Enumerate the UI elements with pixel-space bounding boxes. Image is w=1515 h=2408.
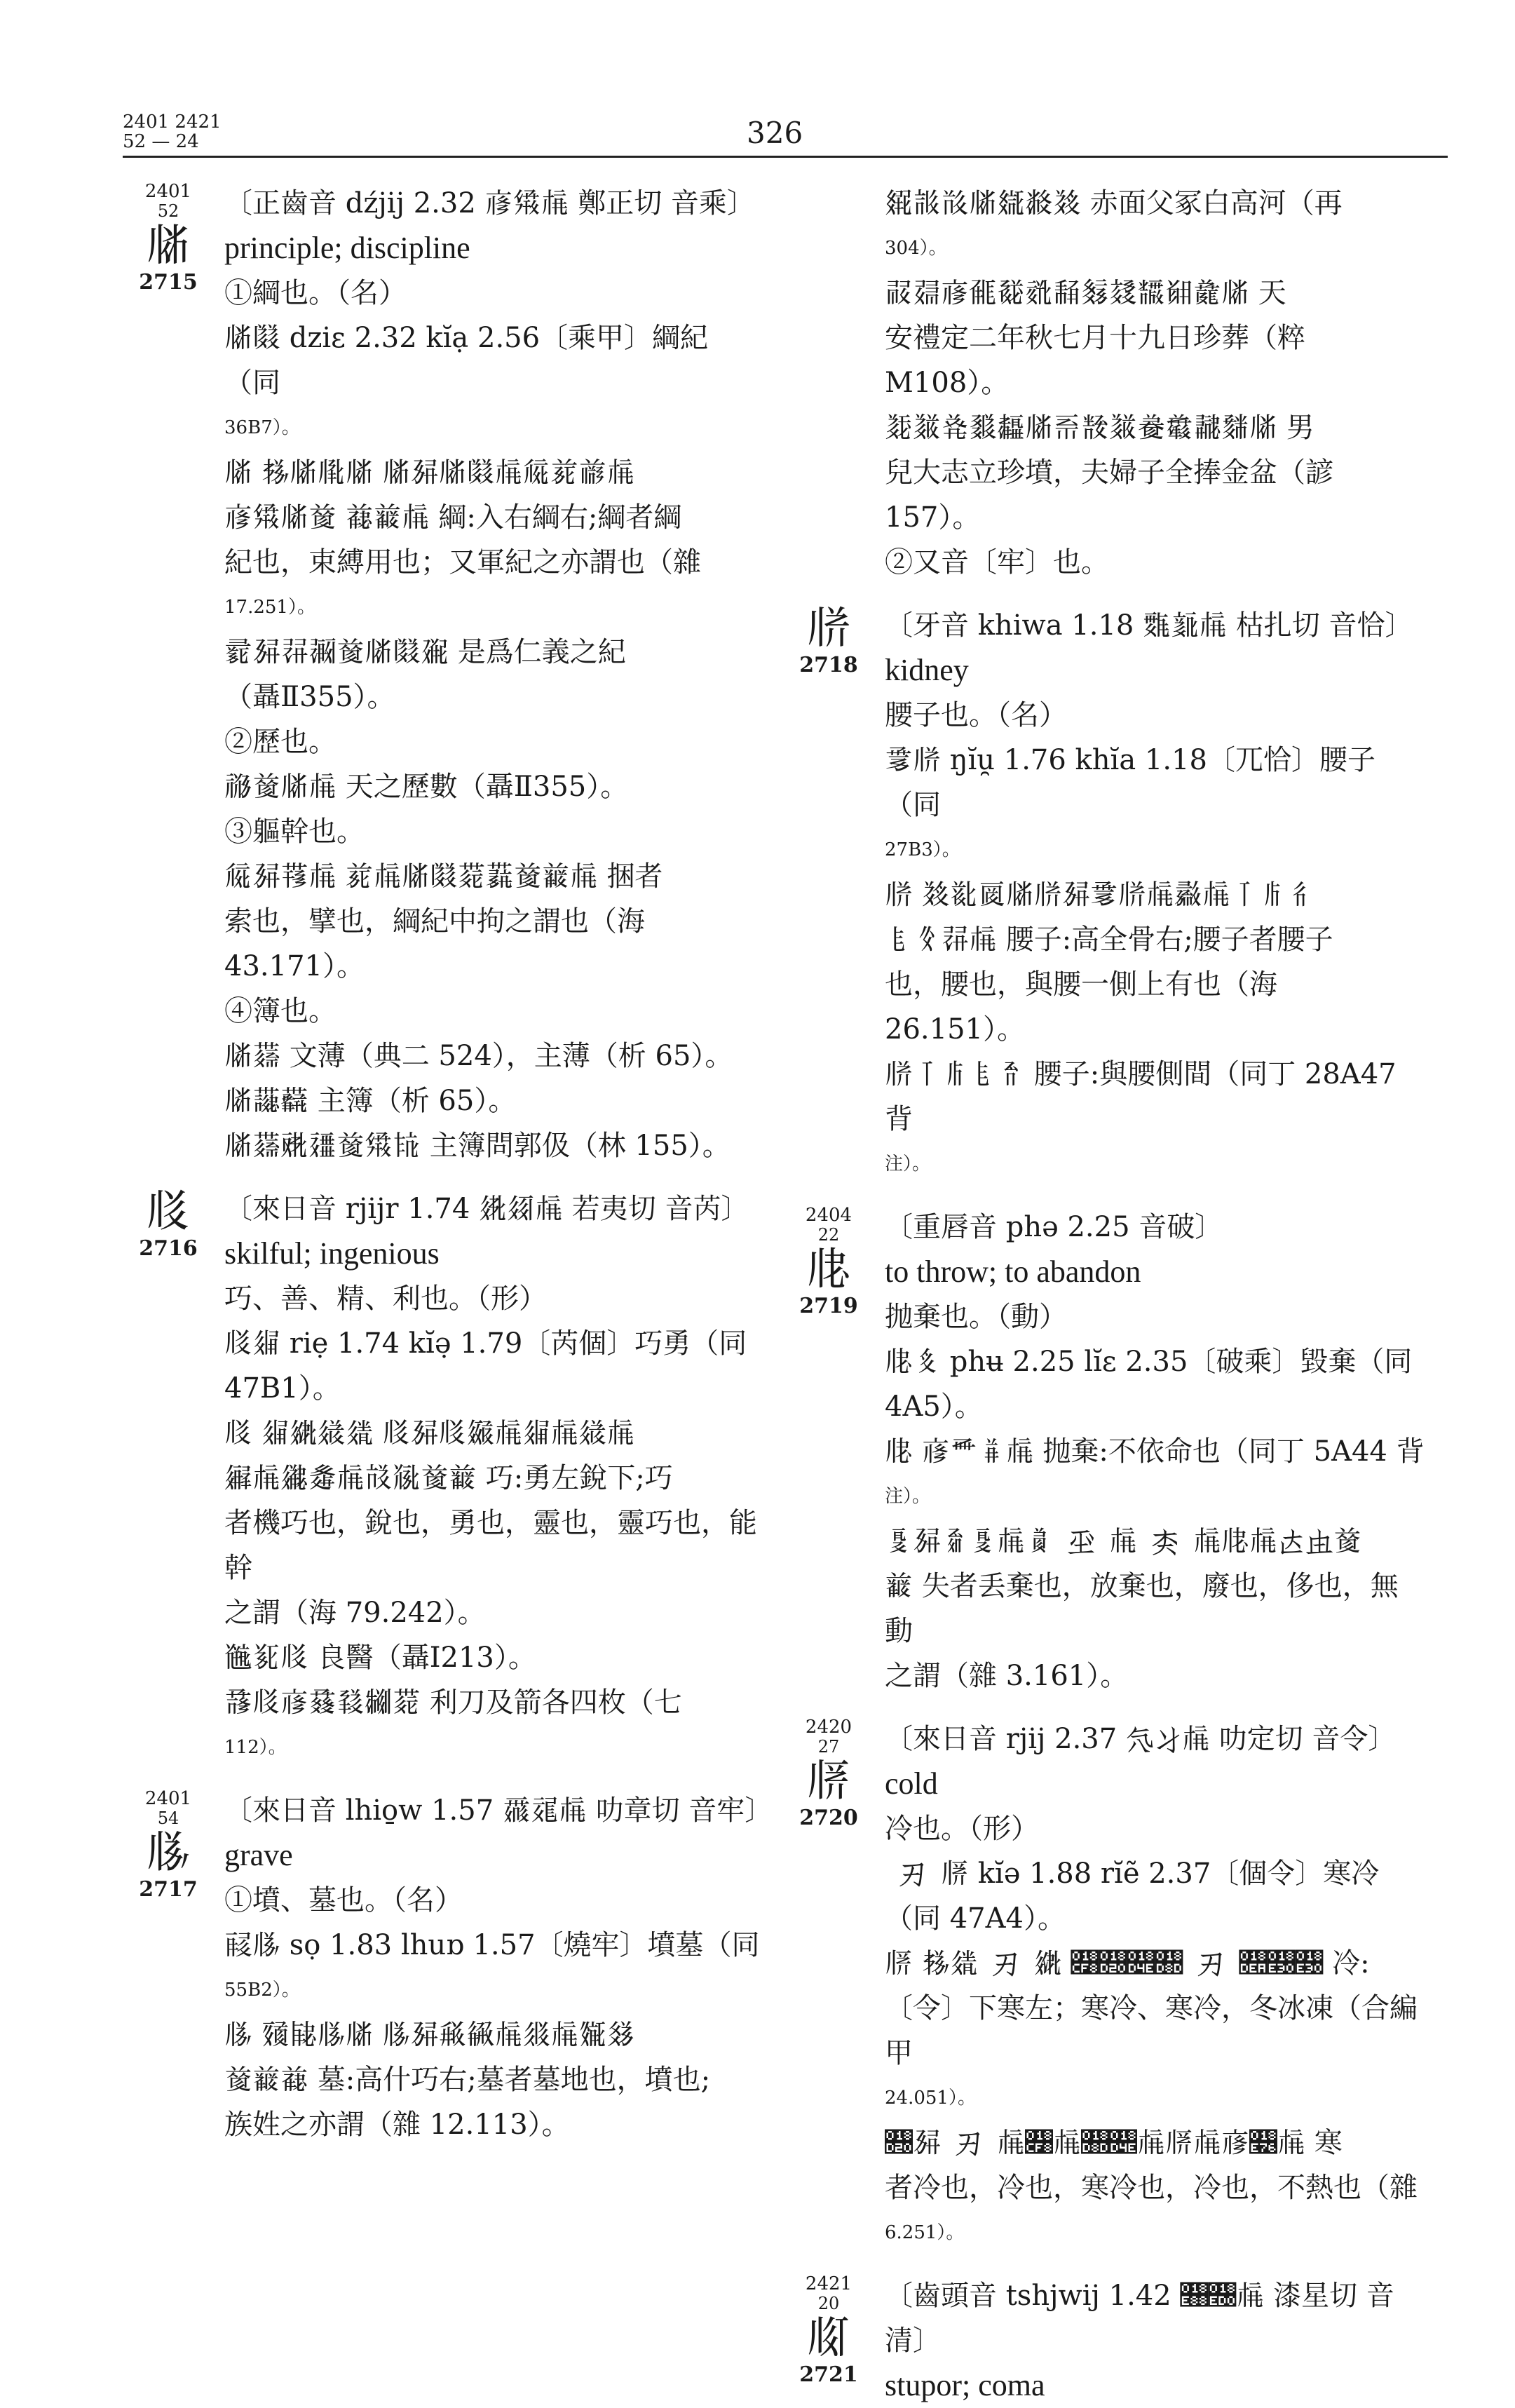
entry-text-line: 24.051）。	[885, 2088, 976, 2109]
dictionary-entry	[885, 181, 1425, 585]
entry-text-line: 𗄶𘠌𘡸𘣈𘥗 腰子:與腰側間（同丁 28A47 背	[885, 1058, 1397, 1135]
entry-text-line: 𗕗𗉘𗖈𗗀𗒹𗄳𗂸𗘂 是爲仁義之紀	[224, 636, 626, 668]
entry-code: 2404	[805, 1205, 852, 1226]
entry-text-line: 36B7）。	[224, 417, 300, 438]
dictionary-entry	[139, 1788, 773, 2147]
entry-text-line: 𗙂𗒹𗄳𗍫 天之歷數（聶Ⅱ355）。	[224, 771, 629, 803]
entry-text-line: 兒大志立珍墳，夫婦子全捧金盆（諺 157）。	[885, 456, 1333, 534]
entry-headword-glyph: 𗄵	[146, 1827, 191, 1879]
entry-text-line: 之謂（海 79.242）。	[224, 1597, 486, 1629]
entry-gap	[224, 1770, 764, 1788]
entry-text-line: 𗒹𗔧𗓈 墓:高什巧右;墓者墓地也，墳也;	[224, 2064, 711, 2096]
entry-text-line: 𗄶 𘃒𘝟𘞝𗄳𗄶𗉘𘜇𗄶𗍫𘟓𗍫𘠌𘡸𘢊	[885, 879, 1314, 911]
entry-text-line: （聶Ⅱ355）。	[224, 681, 395, 713]
entry-number: 2715	[139, 270, 198, 295]
entry-text-line: 𗪖𗍫𗫌𗬍𗍫𗭊𗮀𗒹𗔧 巧:勇左銳下;巧	[224, 1462, 673, 1494]
entry-gap	[885, 585, 1425, 603]
entry-text-line: 注）。	[885, 1154, 931, 1175]
entry-text-line: 索也，擘也，綱紀中拘之謂也（海 43.171）。	[224, 905, 645, 982]
entry-gap	[224, 1168, 764, 1186]
entry-text-line: 注）。	[885, 1486, 931, 1507]
entry-english-gloss: cold	[885, 1766, 938, 1801]
entry-text-line: 〔令〕下寒左；寒冷、寒冷，冬冰凍（合編甲	[885, 1992, 1418, 2069]
entry-text-line: 〔重唇音 phə 2.25 音破〕	[885, 1211, 1223, 1243]
dictionary-entry	[799, 1205, 1425, 1698]
entry-text-line: ①墳、墓也。（名）	[224, 1884, 463, 1916]
entry-text-line: 也，腰也，與腰一側上有也（海 26.151）。	[885, 968, 1277, 1046]
entry-text-line: 〔來日音 rjij 2.37 𘰆𘱛𗍫 叻定切 音令〕	[885, 1723, 1397, 1755]
entry-subcode: 54	[157, 1808, 179, 1828]
entry-headword-glyph: 𗄸	[806, 1755, 851, 1807]
entry-margin-label	[787, 603, 871, 677]
entry-text-line: 者機巧也，銳也，勇也，靈也，靈巧也，能幹	[224, 1507, 757, 1584]
entry-text-line: 〔齒頭音 tshjwij 1.42 𘺈𘻐𗍫 漆星切 音清〕	[885, 2280, 1394, 2357]
entry-text-line: 抛棄也。（動）	[885, 1301, 1067, 1333]
page-number: 326	[747, 116, 803, 150]
dictionary-entry	[799, 1717, 1425, 2255]
entry-number: 2721	[799, 2362, 858, 2387]
entry-text-line: 巧、善、精、利也。（形）	[224, 1283, 547, 1315]
entry-text-line: 304）。	[885, 238, 947, 259]
entry-headword-glyph: 𗄷	[806, 1243, 851, 1295]
entry-text-line: 𘲢𗄸 kĭə 1.88 rĭẽ 2.37〔個令〕寒冷（同 47A4）。	[885, 1858, 1380, 1935]
entry-text-line: ②又音〔牢〕也。	[885, 546, 1109, 579]
entry-text-line: 𗄷 𗇋𘧊𘨇𗍫 抛棄:不依命也（同丁 5A44 背	[885, 1435, 1425, 1468]
entry-margin-label	[126, 1788, 210, 1902]
entry-text-line: 〔牙音 khiwa 1.18 𘚈𘛈𗍫 枯扎切 音恰〕	[885, 609, 1413, 642]
entry-subcode: 27	[817, 1737, 840, 1757]
entry-text-line: 𗄷𘦅 phʉ 2.25 lĭɛ 2.35〔破乘〕毀棄（同 4A5）。	[885, 1346, 1413, 1423]
entry-text-line: 𗄳𗞝𗟓 主簿（析 65）。	[224, 1085, 517, 1117]
header-rule	[123, 156, 1448, 158]
entry-text-line: 之謂（雜 3.161）。	[885, 1660, 1129, 1692]
entry-text-line: 55B2）。	[224, 1980, 300, 2001]
entry-text-line: 𘏂𘐊𘑗𘒹𘓈𗄳𘔧𘕗𘐊𘖈𘗀𘘂𘙂𗄳 男	[885, 412, 1314, 444]
entry-text-line: 𗄳𗝟 文薄（典二 524），主薄（析 65）。	[224, 1040, 733, 1072]
dictionary-entry	[139, 181, 764, 1168]
entry-text-line: ③軀幹也。	[224, 816, 365, 848]
entry-text-line: 𗱛𗄴𗇋𗲢𗳸𗴠𗛈 利刀及箭各四枚（七	[224, 1686, 682, 1719]
entry-text-line: 𗄳𗝟𗠌𗡸𗒹𗋽𗢊 主簿問郭伋（林 155）。	[224, 1130, 731, 1162]
entry-gap	[885, 2255, 1425, 2273]
entry-number: 2716	[139, 1236, 198, 1261]
entry-number: 2718	[799, 653, 858, 677]
entry-margin-label	[126, 1186, 210, 1261]
entry-margin-label	[787, 1717, 871, 1830]
entry-english-gloss: grave	[224, 1838, 293, 1872]
entry-subcode: 22	[817, 1225, 840, 1245]
entry-text-line: 安禮定二年秋七月十九日珍葬（粹 M108）。	[885, 322, 1305, 399]
entry-number: 2717	[139, 1877, 198, 1902]
entry-text-line: 𗄴𗥗 riẹ 1.74 kĭə̣ 1.79〔芮個〕巧勇（同 47B1）。	[224, 1327, 747, 1405]
entry-text-line: 〔正齒音 dźjij 2.32 𗇋𗋽𗍫 鄭正切 音乘〕	[224, 187, 755, 219]
entry-text-line: 𗿜𘀇𘁘𗄳𗿀𘂕𘃒 赤面父冢白高河（再	[885, 187, 1343, 219]
entry-subcode: 20	[817, 2294, 840, 2313]
entry-text-line: 6.251）。	[885, 2222, 965, 2243]
entry-text-line: 者冷也，冷也，寒冷也，冷也，不熱也（雜	[885, 2172, 1418, 2204]
entry-margin-label	[787, 1205, 871, 1318]
entry-english-gloss: to throw; to abandon	[885, 1254, 1141, 1289]
entry-margin-label	[126, 181, 210, 295]
entry-text-line: 𘣈𘤆𗖈𗍫 腰子:高全骨右;腰子者腰子	[885, 924, 1333, 956]
entry-margin-label	[787, 2273, 871, 2387]
entry-code: 2420	[805, 1717, 852, 1738]
left-column	[139, 181, 773, 2147]
entry-text-line: 𘩏𗉘𘪖𘩏𗍫𘫌𘬍𗍫𘭊𗍫𗄷𗍫𘮀𘯍𗒹	[885, 1525, 1361, 1557]
entry-text-line: 27B3）。	[885, 839, 960, 860]
entry-text-line: 〔來日音 lhio̱w 1.57 𗵎𗶍𗍫 叻章切 音牢〕	[224, 1794, 773, 1827]
entry-text-line: 族姓之亦謂（雜 12.113）。	[224, 2109, 570, 2141]
entry-text-line: 𗄴 𗥗𗦅𗧊𗨇 𗄴𗉘𗄴𗩏𗍫𗥗𗍫𗧊𗍫	[224, 1417, 635, 1449]
entry-text-line: 𗏁𗉘𗚈𗍫 𗐱𗍫𗄳𗂸𗛈𗜇𗒹𗔧𗍫 捆者	[224, 860, 663, 893]
entry-text-line: 𗷪𗄵 sọ 1.83 lhuɒ 1.57〔燒牢〕墳墓（同	[224, 1929, 760, 1961]
entry-english-gloss: principle; discipline	[224, 231, 470, 265]
entry-text-line: 𗇋𗋽𗄳𗒹 𗓈𗔧𗍫 綱:入右綱右;綱者綱	[224, 501, 682, 534]
entry-english-gloss: stupor; coma	[885, 2368, 1045, 2402]
header-range-top: 2401 2421	[123, 111, 222, 133]
entry-headword-glyph: 𗄶	[806, 602, 851, 654]
header-range-bottom: 52 — 24	[123, 131, 199, 152]
entry-subcode: 52	[157, 201, 179, 221]
entry-code: 2401	[144, 181, 192, 202]
entry-headword-glyph: 𗄳	[146, 219, 191, 271]
right-column	[799, 181, 1425, 2408]
entry-text-line: 𗄸 𗈪𗨇𘲢𗦅 𘳸𘴠𘵎𘶍𘲢𘷪𘸰𘸰 冷:	[885, 1947, 1370, 1980]
entry-text-line: ④簿也。	[224, 995, 337, 1027]
entry-english-gloss: skilful; ingenious	[224, 1236, 440, 1271]
entry-text-line: 紀也，束縛用也；又軍紀之亦謂也（雜	[224, 546, 701, 579]
entry-text-line: 冷也。（形）	[885, 1813, 1039, 1845]
entry-text-line: 𗄳 𗈪𗄳𗅃𗄳 𗄳𗉘𗄳𗂸𗍫𗏁𗐱𗑗𗍫	[224, 456, 635, 489]
entry-gap	[885, 1186, 1425, 1205]
entry-text-line: 〔來日音 rjijr 1.74 𗣈𗤆𗍫 若夷切 音芮〕	[224, 1193, 749, 1225]
entry-code: 2421	[805, 2273, 852, 2294]
entry-headword-glyph: 𗄹	[806, 2312, 851, 2364]
entry-text-line: 𘴠𗉘𘲢𗍫𘳸𗍫𘶍𘵎𗍫𗄸𗍫𗇋𘹶𗍫 寒	[885, 2127, 1343, 2159]
entry-text-line: 𗄵 𗸰𗹶𗄵𗄳 𗄵𗉘𗺈𗻐𗍫𗼎𗍫𗽥𗾌	[224, 2019, 635, 2051]
entry-text-line: 腰子也。（名）	[885, 699, 1067, 731]
entry-text-line: 17.251）。	[224, 597, 315, 618]
entry-text-line: ②歷也。	[224, 726, 337, 758]
entry-headword-glyph: 𗄴	[146, 1186, 191, 1238]
entry-text-line: 𗄳𗂸 dziɛ 2.32 kĭạ 2.56〔乘甲〕綱紀（同	[224, 322, 709, 399]
entry-gap	[885, 1698, 1425, 1717]
entry-text-line: 𗔧 失者丢棄也，放棄也，廢也，侈也，無動	[885, 1570, 1399, 1647]
entry-text-line: 𘜇𗄶 ŋĭu̯ 1.76 khĭa 1.18〔兀恰〕腰子（同	[885, 744, 1375, 821]
dictionary-entry	[139, 1186, 764, 1770]
entry-text-line: 112）。	[224, 1737, 287, 1758]
entry-english-gloss: kidney	[885, 653, 969, 687]
entry-text-line: 𗯍𗰆𗄴 良醫（聶Ⅰ213）。	[224, 1642, 536, 1674]
header-entry-range	[123, 112, 222, 151]
dictionary-entry	[799, 602, 1425, 1186]
entry-number: 2720	[799, 1806, 858, 1830]
dictionary-entry	[799, 2273, 1425, 2408]
entry-text-line: ①綱也。（名）	[224, 277, 407, 309]
entry-number: 2719	[799, 1294, 858, 1318]
entry-text-line: 𘄫𘅔𗇋𘆰𘇡𘈗𘉢𘊐𘋊𘌞𘍟𘎏𗄳 天	[885, 277, 1286, 309]
entry-code: 2401	[144, 1788, 192, 1809]
